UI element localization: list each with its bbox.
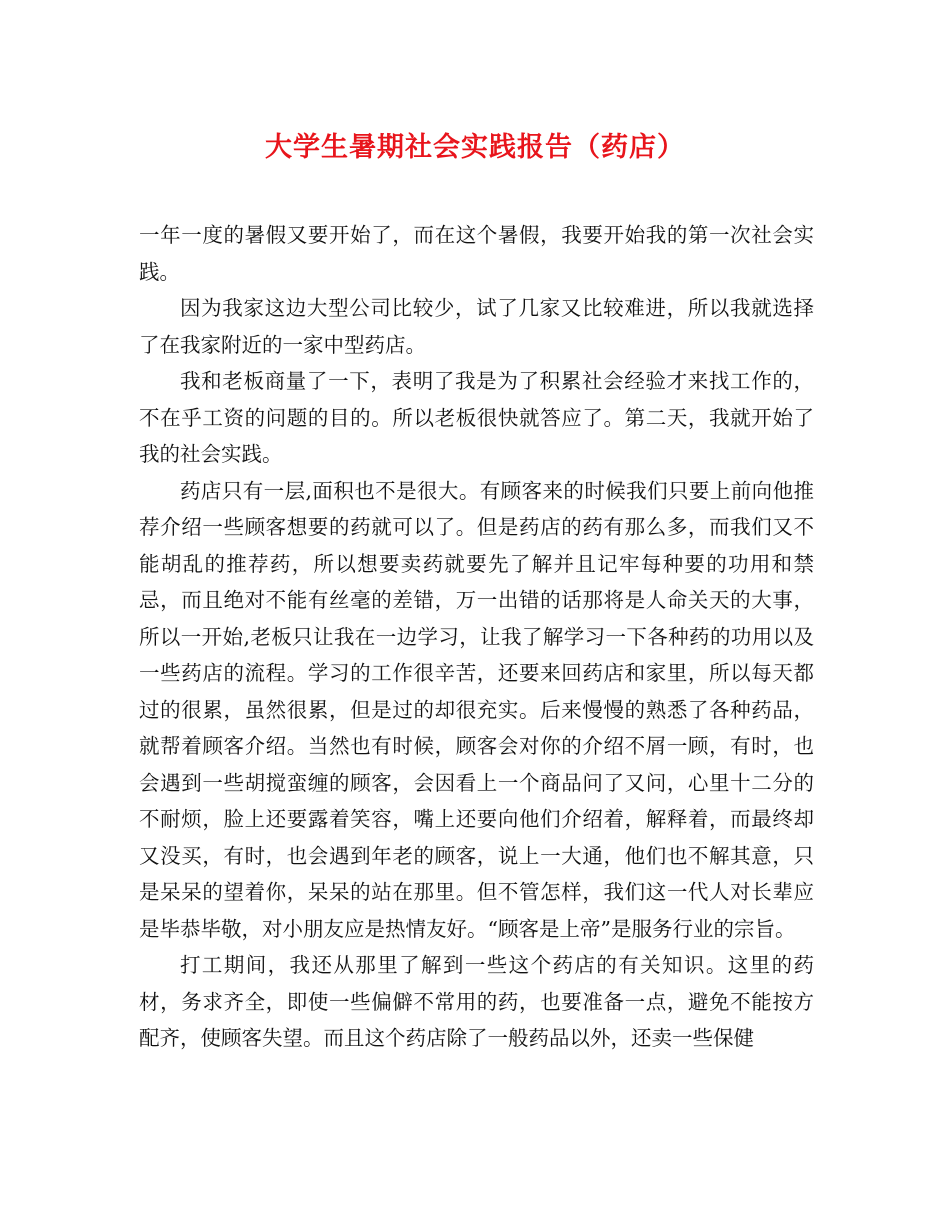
paragraph-3: 我和老板商量了一下，表明了我是为了积累社会经验才来找工作的，不在乎工资的问题的目的。所以老板很快就答应了。第二天，我就开始了我的社会实践。 [139, 369, 814, 466]
paragraph-4: 药店只有一层,面积也不是很大。有顾客来的时候我们只要上前向他推荐介绍一些顾客想要的药就可以了。但是药店的药有那么多，而我们又不能胡乱的推荐药，所以想要卖药就要先了解并且记牢每种要的功用和禁忌，而且绝对不能有丝毫的差错，万一出错的话那将是人命关天的大事，所以一开始,老板只让我在一边学习，让我了解学习一下各种药的功用以及一些药店的流程。学习的工作很辛苦，还要来回药店和家里，所以每天都过的很累，虽然很累，但是过的却很充实。后来慢慢的熟悉了各种药品，就帮着顾客介绍。当然也有时候，顾客会对你的介绍不屑一顾，有时，也会遇到一些胡搅蛮缠的顾客，会因看上一个商品问了又问，心里十二分的不耐烦，脸上还要露着笑容，嘴上还要向他们介绍着，解释着，而最终却又没买，有时，也会遇到年老的顾客，说上一大通，他们也不解其意，只是呆呆的望着你，呆呆的站在那里。但不管怎样，我们这一代人对长辈应是毕恭毕敬，对小朋友应是热情友好。“顾客是上帝”是服务行业的宗旨。 [139, 478, 814, 941]
document-title: 大学生暑期社会实践报告（药店） [265, 132, 685, 163]
paragraph-2: 因为我家这边大型公司比较少，试了几家又比较难进，所以我就选择了在我家附近的一家中型药店。 [139, 296, 814, 357]
paragraph-5: 打工期间，我还从那里了解到一些这个药店的有关知识。这里的药材，务求齐全，即使一些偏僻不常用的药，也要准备一点，避免不能按方配齐，使顾客失望。而且这个药店除了一般药品以外，还卖一些保健 [139, 953, 814, 1050]
paragraph-1: 一年一度的暑假又要开始了，而在这个暑假，我要开始我的第一次社会实践。 [139, 223, 814, 284]
document-body [139, 217, 814, 1057]
